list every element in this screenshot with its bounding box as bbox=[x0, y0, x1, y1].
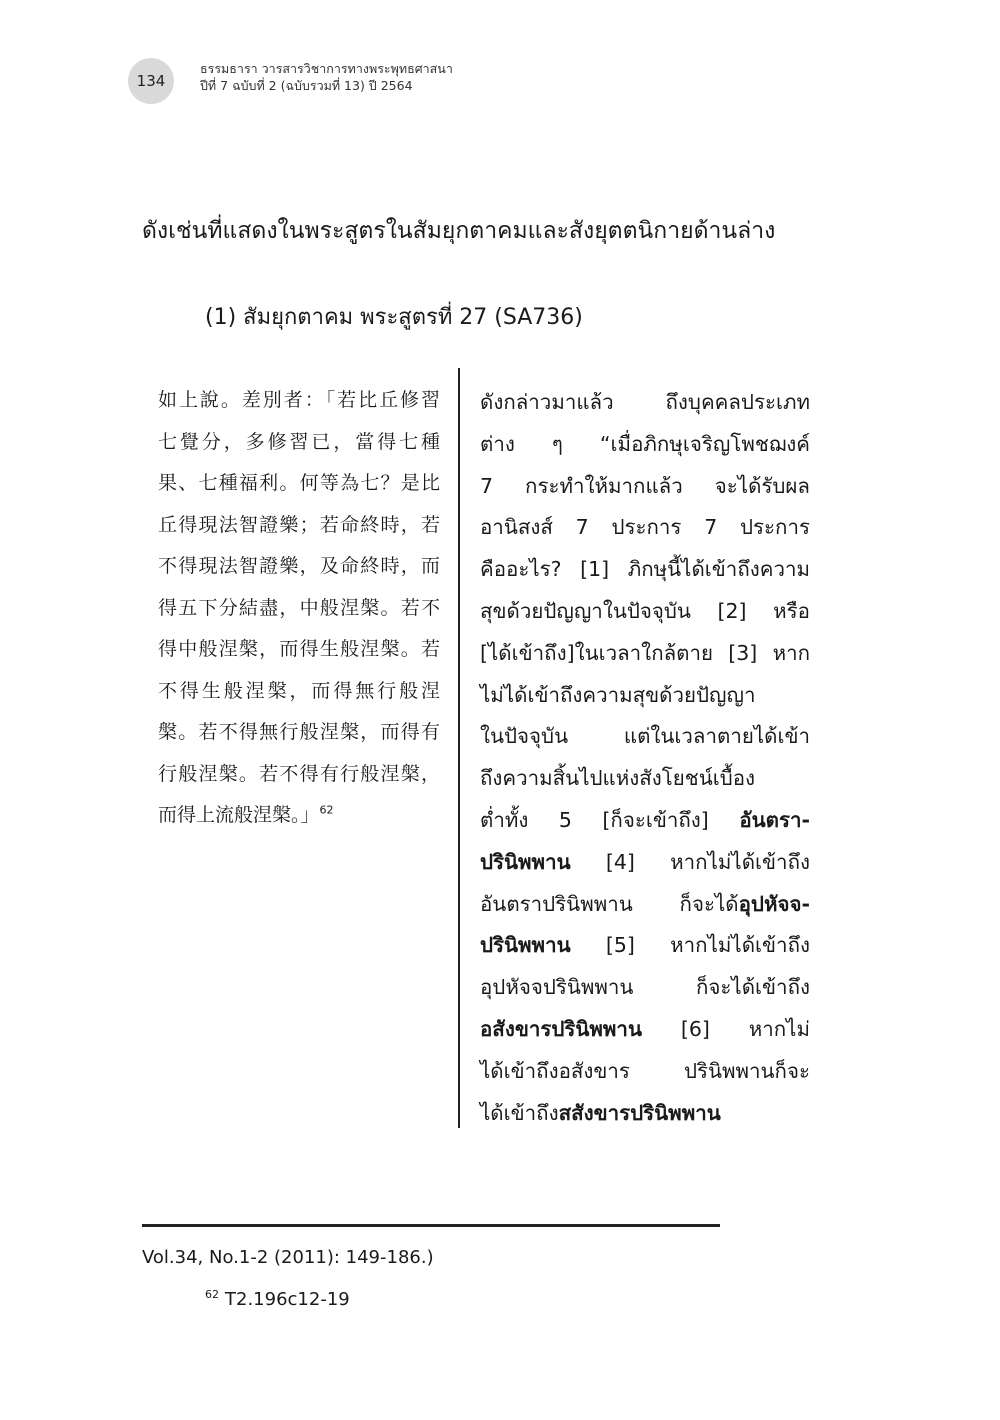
thai-line-text: อันตราปรินิพพาน ก็จะได้ bbox=[480, 891, 739, 916]
footnote-marker: 62 bbox=[205, 1288, 219, 1301]
intro-paragraph: ดังเช่นที่แสดงในพระสูตรในสัมยุกตาคมและสังยุตตนิกายด้านล่าง bbox=[142, 218, 776, 244]
chinese-line-last bbox=[158, 795, 440, 837]
chinese-line: 如上說。差別者：「若比丘修習 bbox=[158, 389, 440, 411]
thai-line: ดังกล่าวมาแล้ว ถึงบุคคลประเภท bbox=[480, 390, 810, 414]
footnote-continuation: Vol.34, No.1-2 (2011): 149-186.) bbox=[142, 1247, 434, 1268]
thai-line: ถึงความสิ้นไปแห่งสังโยชน์เบื้อง bbox=[480, 766, 756, 791]
thai-line bbox=[480, 1093, 810, 1135]
thai-line-text: [4] หากไม่ได้เข้าถึง bbox=[605, 849, 810, 874]
thai-text-column bbox=[480, 382, 810, 1134]
bold-term-upahacca: อุปหัจจ- bbox=[738, 891, 810, 916]
thai-line: [ได้เข้าถึง]ในเวลาใกล้ตาย [3] หาก bbox=[480, 640, 810, 665]
chinese-line: 果、七種福利。何等為七？是比 bbox=[158, 472, 440, 494]
chinese-line: 而得上流般涅槃。」 bbox=[158, 804, 320, 826]
thai-line-text: [5] หากไม่ได้เข้าถึง bbox=[605, 933, 810, 958]
thai-line bbox=[480, 884, 810, 926]
footnote-rule bbox=[142, 1224, 720, 1227]
chinese-line: 七覺分，多修習已，當得七種 bbox=[158, 430, 440, 453]
chinese-line: 丘得現法智證樂；若命終時，若 bbox=[158, 513, 440, 536]
thai-line: 7 กระทำให้มากแล้ว จะได้รับผล bbox=[480, 473, 810, 498]
journal-issue: ปีที่ 7 ฉบับที่ 2 (ฉบับรวมที่ 13) ปี 2564 bbox=[200, 78, 413, 93]
running-head bbox=[200, 60, 453, 94]
thai-line bbox=[480, 842, 810, 884]
chinese-line: 行般涅槃。若不得有行般涅槃， bbox=[158, 762, 440, 785]
thai-line: อุปหัจจปรินิพพาน ก็จะได้เข้าถึง bbox=[480, 975, 810, 1000]
thai-line-text: ได้เข้าถึง bbox=[480, 1100, 559, 1125]
chinese-text-column bbox=[158, 380, 440, 837]
footnote-text: T2.196c12-19 bbox=[225, 1289, 350, 1310]
bold-term-sasankhara: สสังขารปรินิพพาน bbox=[558, 1100, 721, 1125]
footnote-62 bbox=[205, 1288, 350, 1312]
thai-line-text: [6] หากไม่ bbox=[680, 1016, 810, 1041]
chinese-line: 槃。若不得無行般涅槃，而得有 bbox=[158, 721, 440, 743]
page-number-badge bbox=[128, 58, 174, 104]
thai-line bbox=[480, 925, 810, 967]
thai-line bbox=[480, 1009, 810, 1051]
bold-term-asankhara: อสังขารปรินิพพาน bbox=[480, 1016, 642, 1041]
journal-title: ธรรมธารา วารสารวิชาการทางพระพุทธศาสนา bbox=[200, 61, 453, 76]
thai-line: อานิสงส์ 7 ประการ 7 ประการ bbox=[480, 515, 810, 540]
thai-line: คืออะไร? [1] ภิกษุนี้ได้เข้าถึงความ bbox=[480, 557, 810, 582]
chinese-line: 得中般涅槃，而得生般涅槃。若 bbox=[158, 638, 440, 660]
footnote-ref-62: 62 bbox=[319, 803, 334, 817]
thai-line: ได้เข้าถึงอสังขาร ปรินิพพานก็จะ bbox=[480, 1058, 810, 1083]
sutra-subheading: (1) สัมยุกตาคม พระสูตรที่ 27 (SA736) bbox=[205, 305, 583, 330]
bold-term-parinibbana: ปรินิพพาน bbox=[480, 933, 571, 958]
chinese-line: 不得現法智證樂，及命終時，而 bbox=[158, 555, 440, 577]
thai-line: ในปัจจุบัน แต่ในเวลาตายได้เข้า bbox=[480, 724, 810, 749]
bold-term-parinibbana: ปรินิพพาน bbox=[480, 849, 571, 874]
thai-line: สุขด้วยปัญญาในปัจจุบัน [2] หรือ bbox=[480, 598, 810, 623]
page-number: 134 bbox=[136, 72, 166, 90]
thai-line bbox=[480, 800, 810, 842]
column-divider bbox=[458, 368, 460, 1128]
thai-line: ต่าง ๆ “เมื่อภิกษุเจริญโพชฌงค์ bbox=[480, 431, 810, 456]
chinese-line: 不得生般涅槃，而得無行般涅 bbox=[158, 679, 440, 702]
bold-term-antara: อันตรา- bbox=[739, 807, 810, 832]
thai-line: ไม่ได้เข้าถึงความสุขด้วยปัญญา bbox=[480, 682, 756, 707]
chinese-line: 得五下分結盡，中般涅槃。若不 bbox=[158, 596, 440, 619]
thai-line-text: ต่ำทั้ง 5 [ก็จะเข้าถึง] bbox=[480, 807, 709, 832]
